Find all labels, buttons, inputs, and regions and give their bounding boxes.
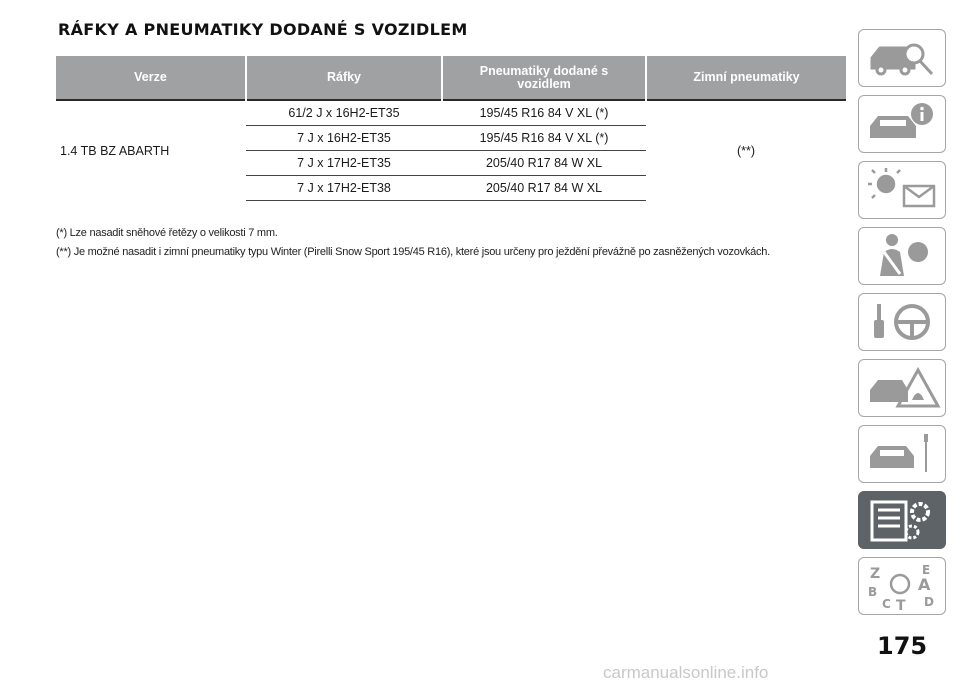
- specs-gear-icon: [862, 494, 942, 546]
- index-letter: D: [924, 595, 934, 609]
- key-steering-wheel-icon: [862, 296, 942, 348]
- header-tyres: [442, 56, 646, 100]
- rim-cell: 61/2 J x 16H2-ET35: [246, 100, 442, 126]
- seatbelt-airbag-icon: [862, 230, 942, 282]
- chapter-tabs: [858, 29, 948, 623]
- tab-car-warning[interactable]: [858, 359, 946, 417]
- tyre-cell: 195/45 R16 84 V XL (*): [442, 100, 646, 126]
- tab-index[interactable]: [858, 557, 946, 615]
- page-title: RÁFKY A PNEUMATIKY DODANÉ S VOZIDLEM: [58, 20, 468, 39]
- tyre-cell: 205/40 R17 84 W XL: [442, 151, 646, 176]
- footnote-winter-tyres: (**) Je možné nasadit i zimní pneumatiky typu Winter (Pirelli Snow Sport 195/45 R16), které jsou určeny pro ježdění převážně po zasněžených vozovkách.: [56, 246, 770, 258]
- index-letter: Z: [870, 566, 881, 582]
- index-letter: T: [896, 598, 906, 612]
- index-letter: A: [918, 575, 931, 594]
- header-tyres-label: Pneumatiky dodané s vozidlem: [479, 63, 609, 91]
- alphabetical-index-icon: [862, 560, 942, 612]
- tab-key-steering-wheel[interactable]: [858, 293, 946, 351]
- tab-car-search[interactable]: [858, 29, 946, 87]
- winter-tyre-cell: (**): [736, 143, 756, 158]
- tab-light-message[interactable]: [858, 161, 946, 219]
- tab-seatbelt-airbag[interactable]: [858, 227, 946, 285]
- car-search-icon: [862, 32, 942, 84]
- car-warning-icon: [862, 362, 942, 414]
- rim-cell: 7 J x 16H2-ET35: [246, 126, 442, 151]
- tyre-cell: 205/40 R17 84 W XL: [442, 176, 646, 201]
- table-row: [56, 100, 846, 126]
- page-number: 175: [877, 632, 928, 660]
- table-header-row: [56, 56, 846, 100]
- rim-cell: 7 J x 17H2-ET38: [246, 176, 442, 201]
- tab-car-wrench[interactable]: [858, 425, 946, 483]
- index-letter: E: [922, 563, 931, 577]
- car-wrench-icon: [862, 428, 942, 480]
- version-cell: 1.4 TB BZ ABARTH: [60, 143, 170, 158]
- tab-specs[interactable]: [858, 491, 946, 549]
- index-letter: B: [868, 585, 878, 599]
- tyre-cell: 195/45 R16 84 V XL (*): [442, 126, 646, 151]
- light-message-icon: [862, 164, 942, 216]
- watermark: carmanualsonline.info: [603, 663, 769, 682]
- footnote-chains: (*) Lze nasadit sněhové řetězy o velikosti 7 mm.: [56, 227, 278, 239]
- index-letter: C: [882, 597, 891, 611]
- header-winter-tyres: Zimní pneumatiky: [646, 56, 846, 100]
- header-version: Verze: [56, 56, 246, 100]
- rims-tyres-table: [56, 56, 846, 201]
- tab-car-info[interactable]: [858, 95, 946, 153]
- car-info-icon: [862, 98, 942, 150]
- footnotes: [56, 224, 846, 262]
- rim-cell: 7 J x 17H2-ET35: [246, 151, 442, 176]
- header-rims: Ráfky: [246, 56, 442, 100]
